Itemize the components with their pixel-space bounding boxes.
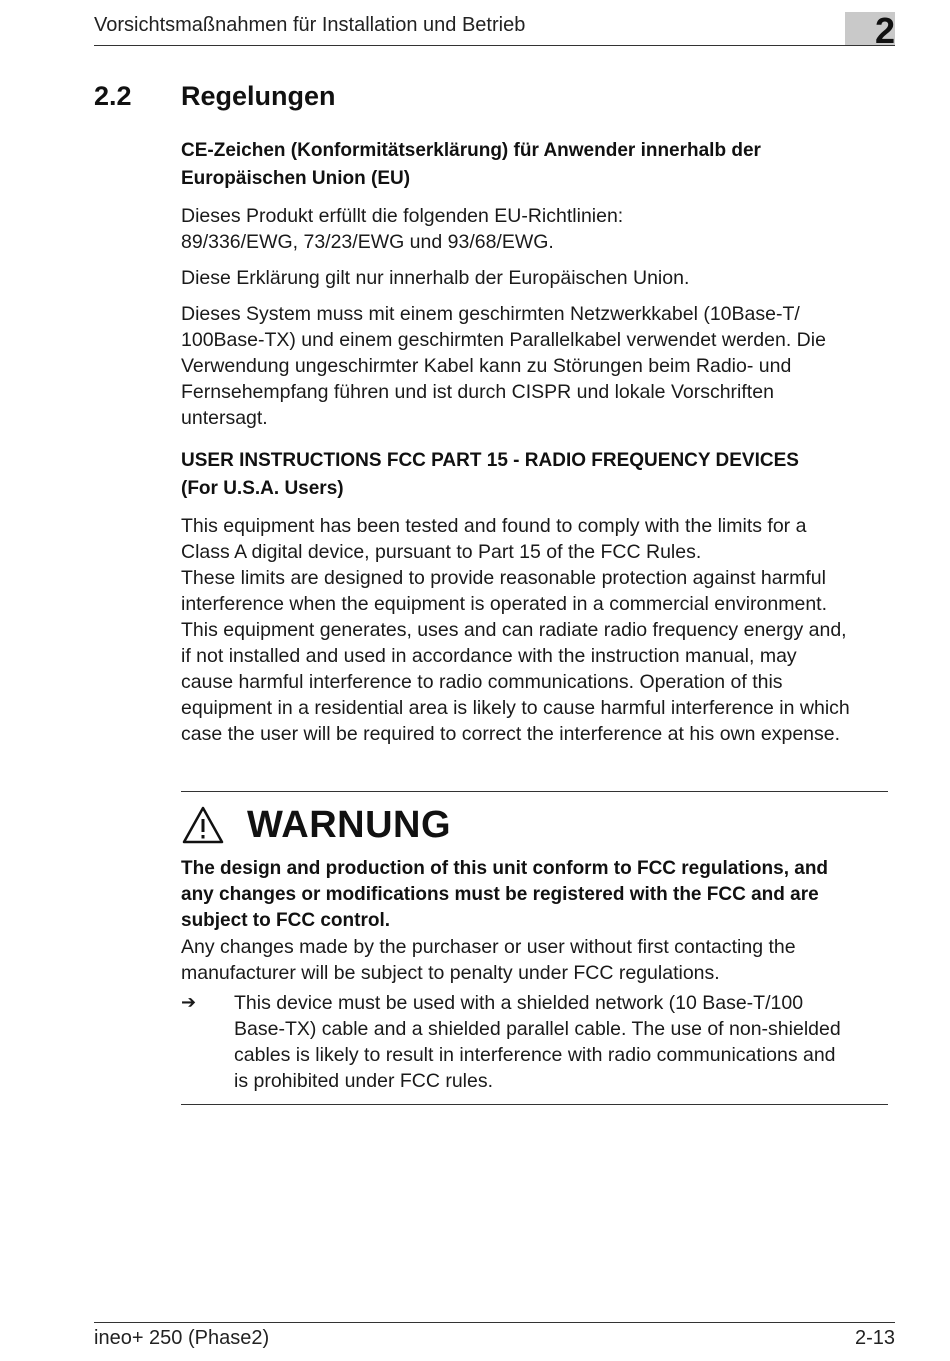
- warning-triangle-icon: [181, 805, 225, 845]
- text-line: The design and production of this unit conform to FCC regulations, and: [181, 858, 829, 879]
- ce-paragraph-cables: [181, 301, 895, 431]
- section-number: 2.2: [94, 81, 132, 111]
- page-footer: [94, 1322, 895, 1361]
- ce-paragraph-scope: Diese Erklärung gilt nur innerhalb der Europäischen Union.: [181, 267, 690, 289]
- text-line: This equipment has been tested and found to comply with the limits for a: [181, 515, 807, 537]
- running-header-title: Vorsichtsmaßnahmen für Installation und Betrieb: [94, 14, 526, 36]
- section-heading: [94, 81, 336, 112]
- ce-heading-line: Europäischen Union (EU): [181, 168, 411, 189]
- text-line: case the user will be required to correct the interference at his own expense.: [181, 723, 841, 745]
- ce-heading-line: CE-Zeichen (Konformitätserklärung) für Anwender innerhalb der: [181, 140, 761, 161]
- text-line: manufacturer will be subject to penalty under FCC regulations.: [181, 962, 720, 984]
- text-line: cause harmful interference to radio communications. Operation of this: [181, 671, 783, 693]
- warning-title: [181, 802, 451, 848]
- ce-paragraph-directives: [181, 203, 895, 255]
- chapter-tab: [845, 10, 895, 51]
- text-line: 89/336/EWG, 73/23/EWG und 93/68/EWG.: [181, 231, 554, 253]
- text-line: Verwendung ungeschirmter Kabel kann zu Störungen beim Radio- und: [181, 355, 792, 377]
- text-line: These limits are designed to provide reasonable protection against harmful: [181, 567, 826, 589]
- text-line: any changes or modifications must be registered with the FCC and are: [181, 884, 819, 905]
- text-line: if not installed and used in accordance with the instruction manual, may: [181, 645, 797, 667]
- fcc-heading-line: (For U.S.A. Users): [181, 478, 344, 499]
- text-line: untersagt.: [181, 407, 268, 429]
- text-line: subject to FCC control.: [181, 910, 390, 931]
- fcc-paragraph: [181, 513, 895, 747]
- text-line: Any changes made by the purchaser or user without first contacting the: [181, 936, 796, 958]
- page-header: [94, 0, 895, 51]
- text-line: is prohibited under FCC rules.: [234, 1070, 494, 1092]
- chapter-number: 2: [874, 10, 895, 51]
- footer-product: ineo+ 250 (Phase2): [94, 1327, 270, 1349]
- warning-label: WARNUNG: [247, 803, 452, 846]
- text-line: Base-TX) cable and a shielded parallel cable. The use of non-shielded: [234, 1018, 841, 1040]
- text-line: 100Base-TX) und einem geschirmten Parallelkabel verwendet werden. Die: [181, 329, 826, 351]
- warning-body: [181, 856, 893, 1094]
- text-line: Dieses System muss mit einem geschirmten Netzwerkkabel (10Base-T/: [181, 303, 800, 325]
- warning-box: [181, 791, 888, 1105]
- text-line: cables is likely to result in interference with radio communications and: [234, 1044, 836, 1066]
- main-content: [181, 137, 895, 747]
- text-line: equipment in a residential area is likely to cause harmful interference in which: [181, 697, 850, 719]
- warning-bold-text: [181, 856, 893, 934]
- text-line: interference when the equipment is operated in a commercial environment.: [181, 593, 828, 615]
- arrow-right-icon: ➔: [181, 992, 197, 1013]
- text-line: Class A digital device, pursuant to Part 15 of the FCC Rules.: [181, 541, 702, 563]
- text-line: Dieses Produkt erfüllt die folgenden EU-Richtlinien:: [181, 205, 624, 227]
- text-line: This device must be used with a shielded network (10 Base-T/100: [234, 992, 804, 1014]
- footer-page-number: 2-13: [854, 1327, 895, 1349]
- warning-text: [181, 934, 893, 986]
- warning-arrow-item: [181, 990, 893, 1094]
- fcc-heading: [181, 447, 895, 503]
- text-line: Fernsehempfang führen und ist durch CISPR und lokale Vorschriften: [181, 381, 774, 403]
- fcc-heading-line: USER INSTRUCTIONS FCC PART 15 - RADIO FREQUENCY DEVICES: [181, 450, 799, 471]
- section-title: Regelungen: [181, 81, 336, 111]
- text-line: This equipment generates, uses and can radiate radio frequency energy and,: [181, 619, 847, 641]
- ce-heading: [181, 137, 895, 193]
